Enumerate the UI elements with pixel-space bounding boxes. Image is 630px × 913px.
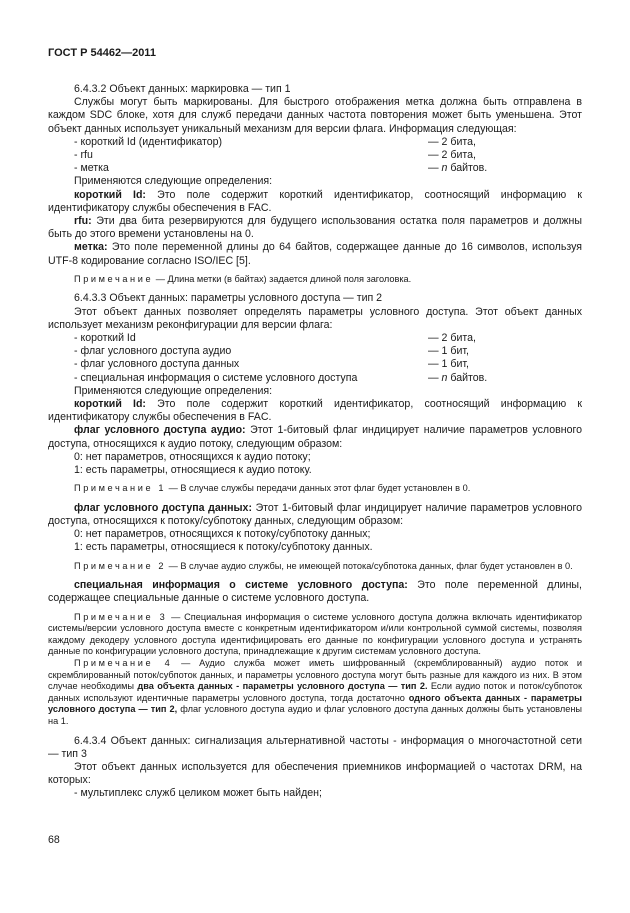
note-label: Примечание 4 <box>74 657 173 668</box>
list-item-label: - флаг условного доступа данных <box>74 358 240 371</box>
note-text: — В случае аудио службы, не имеющей потока/субпотока данных, флаг будет установлен в 0. <box>166 560 573 571</box>
value-suffix: байтов. <box>447 371 488 384</box>
list-item-value <box>428 162 487 175</box>
note-text: — В случае службы передачи данных этот флаг будет установлен в 0. <box>166 483 471 494</box>
note-label: Примечание 3 <box>74 611 168 622</box>
list-item-value: — 2 бита, <box>428 149 476 161</box>
section-title-6434: 6.4.3.4 Объект данных: сигнализация альтернативной частоты - информация о многочастотной сети — тип 3 <box>48 734 582 760</box>
definition-paragraph <box>48 502 582 528</box>
list-item-label: - короткий Id (идентификатор) <box>74 135 223 148</box>
list-item-value <box>428 372 487 385</box>
definition-term: rfu: <box>74 214 92 227</box>
note-bold-text: одного объекта данных - параметры условного доступа — тип 2, <box>48 692 583 715</box>
note-text: флаг условного доступа аудио и флаг условного доступа данных должны быть установлены на 1. <box>48 704 582 726</box>
list-item <box>48 136 582 149</box>
definition-paragraph <box>48 398 582 424</box>
definition-text: Это поле переменной длины, содержащее специальные данные о системе условного доступа. <box>48 579 582 605</box>
list-item: - мультиплекс служб целиком может быть найден; <box>74 787 322 800</box>
definition-text: Этот 1-битовый флаг индицирует наличие параметров условного доступа, относящихся к аудио потоку, следующим образом: <box>48 424 582 450</box>
section-intro-6434: Этот объект данных используется для обеспечения приемников информацией о частотах DRM, на которых: <box>48 760 582 787</box>
list-item <box>48 162 582 175</box>
page-number: 68 <box>48 834 60 846</box>
list-item-value: — 2 бита, <box>428 332 476 344</box>
note-paragraph <box>48 658 582 728</box>
note-label: Примечание 2 <box>74 560 167 571</box>
list-item-value: — 1 бит, <box>428 358 469 371</box>
note-paragraph <box>48 612 582 658</box>
list-item-value: — 1 бит, <box>428 345 469 358</box>
definition-option: 0: нет параметров, относящихся к потоку/субпотоку данных; <box>74 528 371 541</box>
section-title-6433: 6.4.3.3 Объект данных: параметры условного доступа — тип 2 <box>74 292 383 305</box>
definition-term: флаг условного доступа аудио: <box>74 424 246 437</box>
note-text: — Аудио служба может иметь шифрованный (скремблированный) аудио поток и скремблированный поток/субпоток данных, и параметры условного доступа могут быть разные для каждого из них. В этом случае необходимы <box>48 657 582 692</box>
note-text: — Длина метки (в байтах) задается длиной поля заголовка. <box>153 273 412 284</box>
list-item-label: - флаг условного доступа аудио <box>74 345 232 358</box>
list-item <box>48 372 582 385</box>
definitions-intro: Применяются следующие определения: <box>74 384 273 397</box>
note-text: — Специальная информация о системе условного доступа должна включать идентификатор системы/версии условного доступа вместе с конкретным идентификатором и/или контрольной суммой системы, позволяя каждому декодеру условного доступа идентифицировать его данные по конфигурации условного доступа и устранять данные по конфигурации условного доступа, принадлежащие к другим системам условного доступа. <box>48 611 582 657</box>
definition-term: короткий Id: <box>74 188 146 201</box>
definition-paragraph <box>48 241 582 267</box>
list-item <box>48 345 582 358</box>
definition-text: Этот 1-битовый флаг индицирует наличие параметров условного доступа, относящихся к потоку/субпотоку данных, следующим образом: <box>48 501 582 527</box>
list-item <box>48 358 582 371</box>
definition-text: Это поле содержит короткий идентификатор, соотносящий информацию к идентификатору службы обеспечения в FAC. <box>48 188 582 214</box>
definition-term: метка: <box>74 241 108 254</box>
definition-text: Эти два бита резервируются для будущего использования остатка поля параметров и должны быть до этого времени установлены на 0. <box>48 214 582 241</box>
list-item-label: - rfu <box>74 149 93 161</box>
note-text: Если аудио поток и поток/субпоток данных используют идентичные параметры условного доступа, тогда достаточно <box>48 681 582 703</box>
list-item-label: - короткий Id <box>74 332 136 344</box>
list-item-value: — 2 бита, <box>428 135 476 148</box>
value-prefix: — <box>428 371 442 384</box>
definition-paragraph <box>48 424 582 450</box>
document-header: ГОСТ Р 54462—2011 <box>48 47 156 59</box>
note-label: Примечание 1 <box>74 483 167 494</box>
section-title-6432: 6.4.3.2 Объект данных: маркировка — тип 1 <box>74 83 291 95</box>
definitions-intro: Применяются следующие определения: <box>74 175 273 188</box>
note-paragraph <box>48 274 582 286</box>
note-paragraph <box>48 561 582 573</box>
note-bold-text: два объекта данных - параметры условного доступа — тип 2. <box>137 681 428 692</box>
definition-text: Это поле переменной длины до 64 байтов, содержащее данные до 16 символов, используя UTF-8 кодирование согласно ISO/IEC [5]. <box>48 241 582 267</box>
note-label: Примечание <box>74 273 154 284</box>
value-prefix: — <box>428 162 442 175</box>
list-item <box>48 149 582 162</box>
note-paragraph <box>48 483 582 495</box>
definition-option: 1: есть параметры, относящиеся к потоку/субпотоку данных. <box>74 541 373 554</box>
definition-term: флаг условного доступа данных: <box>74 501 252 514</box>
definition-term: короткий Id: <box>74 397 146 410</box>
list-item-label: - метка <box>74 162 109 175</box>
definition-term: специальная информация о системе условного доступа: <box>74 579 408 592</box>
definition-paragraph <box>48 189 582 215</box>
definition-text: Это поле содержит короткий идентификатор, соотносящий информацию к идентификатору службы обеспечения в FAC. <box>48 397 582 424</box>
list-item-label: - специальная информация о системе условного доступа <box>74 371 358 384</box>
value-variable: n <box>441 371 448 384</box>
value-suffix: байтов. <box>447 162 488 175</box>
document-body <box>48 83 582 801</box>
definition-paragraph <box>48 215 582 241</box>
section-intro-6433: Этот объект данных позволяет определять параметры условного доступа. Этот объект данных использует механизм реконфигурации для версии флага: <box>48 305 582 331</box>
list-item <box>48 332 582 345</box>
definition-option: 0: нет параметров, относящихся к аудио потоку; <box>74 450 311 463</box>
definition-paragraph <box>48 579 582 605</box>
definition-option: 1: есть параметры, относящиеся к аудио потоку. <box>74 463 312 476</box>
value-variable: n <box>441 162 448 175</box>
section-intro-6432: Службы могут быть маркированы. Для быстрого отображения метка должна быть отправлена в каждом SDC блоке, хотя для служб передачи данных частота повторения может быть уменьшена. Этот объект данных использует уникальный механизм для версии флага. Информация следующая: <box>48 96 582 135</box>
